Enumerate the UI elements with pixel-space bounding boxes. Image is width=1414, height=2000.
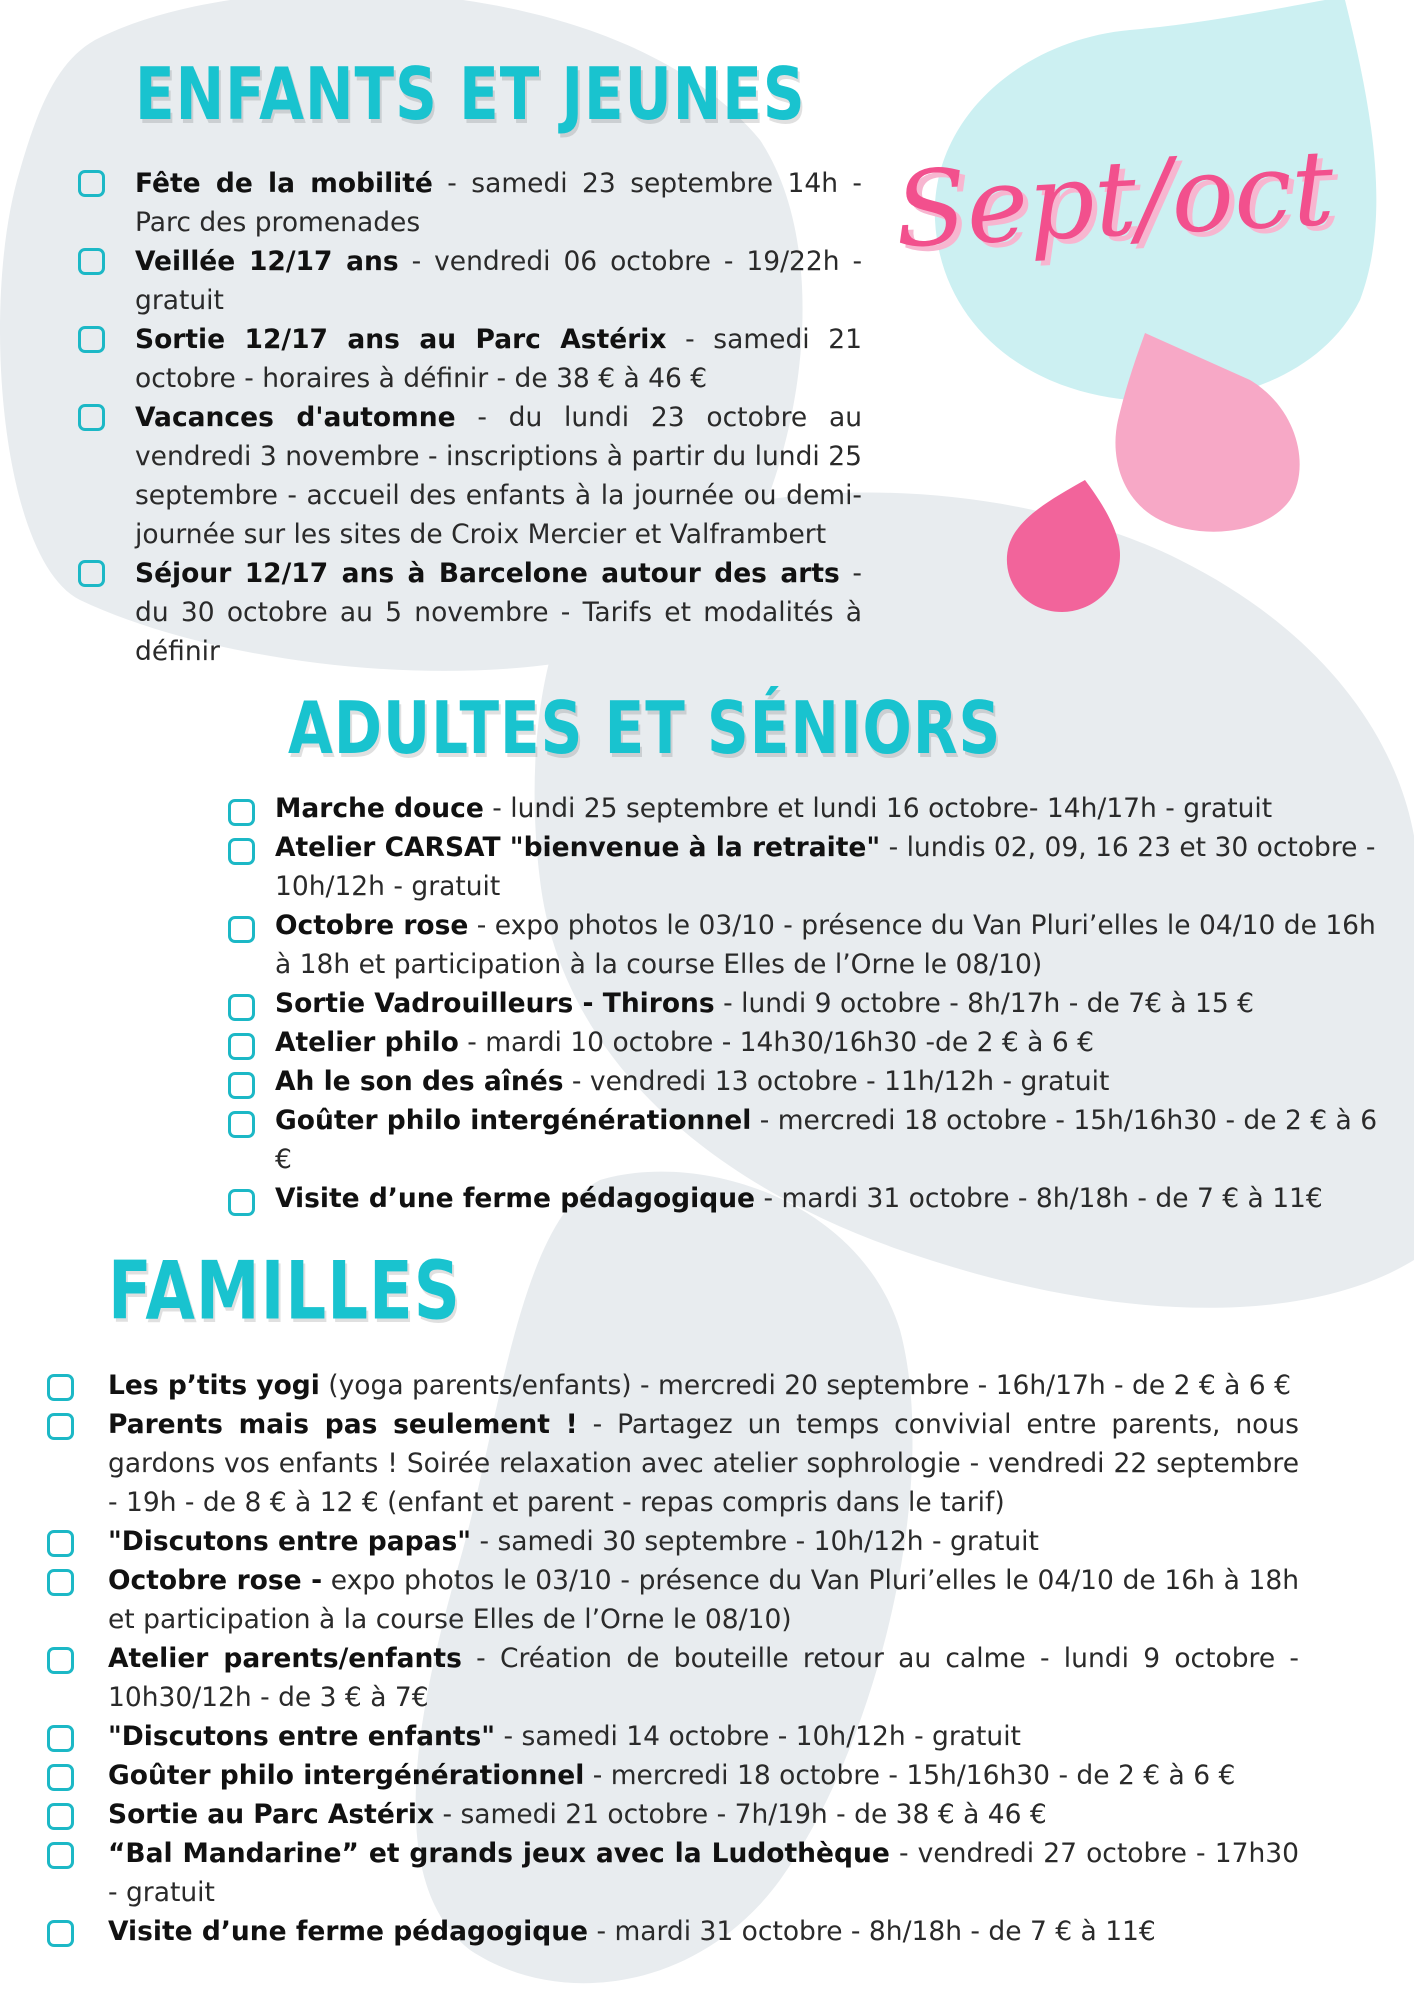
item-text: Veillée 12/17 ans - vendredi 06 octobre - 19/22h - gratuit [135,246,863,316]
item-text: Parents mais pas seulement ! - Partagez un temps convivial entre parents, nous gardons vos enfants ! Soirée relaxation avec atelier sophrologie - vendredi 22 septembre - 19h - de 8 € à 12 € (enfant et parent - repas compris dans le tarif) [108,1409,1299,1518]
checkbox[interactable] [47,1725,74,1752]
item-text: Visite d’une ferme pédagogique - mardi 31 octobre - 8h/18h - de 7 € à 11€ [275,1183,1323,1214]
list-item [47,1717,1299,1756]
heading-enfants-et-jeunes: ENFANTS ET JEUNES [135,51,806,137]
list-item [47,1756,1299,1795]
checkbox[interactable] [78,170,105,197]
checkbox[interactable] [47,1374,74,1401]
checkbox[interactable] [47,1764,74,1791]
section-familles [47,1366,1299,1951]
section-enfants-et-jeunes [78,164,862,671]
checkbox[interactable] [228,916,255,943]
checkbox[interactable] [47,1920,74,1947]
item-text: "Discutons entre enfants" - samedi 14 octobre - 10h/12h - gratuit [108,1721,1021,1752]
list-item [228,1101,1378,1179]
list-item [228,906,1378,984]
list-item [78,320,862,398]
item-text: Vacances d'automne - du lundi 23 octobre au vendredi 3 novembre - inscriptions à partir du lundi 25 septembre - accueil des enfants à la journée ou demi-journée sur les sites de Croix Mercier et Valframbert [135,402,863,550]
list-item [78,554,862,671]
list-item [78,164,862,242]
list-item [228,789,1378,828]
checkbox[interactable] [47,1803,74,1830]
list-item [228,984,1378,1023]
list-item [47,1912,1299,1951]
section-adultes-et-seniors [228,789,1378,1218]
list-item [47,1522,1299,1561]
item-text: “Bal Mandarine” et grands jeux avec la Ludothèque - vendredi 27 octobre - 17h30 - gratuit [108,1838,1299,1908]
pink-drop-small [1007,480,1120,612]
list-item [228,1179,1378,1218]
checkbox[interactable] [47,1413,74,1440]
item-text: Les p’tits yogi (yoga parents/enfants) - mercredi 20 septembre - 16h/17h - de 2 € à 6 € [108,1370,1291,1401]
item-text: Ah le son des aînés - vendredi 13 octobre - 11h/12h - gratuit [275,1066,1110,1097]
checkbox[interactable] [47,1569,74,1596]
item-text: Atelier philo - mardi 10 octobre - 14h30/16h30 -de 2 € à 6 € [275,1027,1094,1058]
checkbox[interactable] [78,404,105,431]
list-item [47,1639,1299,1717]
checkbox[interactable] [47,1842,74,1869]
item-text: Séjour 12/17 ans à Barcelone autour des arts - du 30 octobre au 5 novembre - Tarifs et modalités à définir [135,558,862,667]
checkbox[interactable] [228,1189,255,1216]
list-item [47,1795,1299,1834]
checkbox[interactable] [228,799,255,826]
checkbox[interactable] [228,994,255,1021]
list-item [47,1561,1299,1639]
checkbox[interactable] [78,560,105,587]
item-text: "Discutons entre papas" - samedi 30 septembre - 10h/12h - gratuit [108,1526,1039,1557]
item-text: Sortie au Parc Astérix - samedi 21 octobre - 7h/19h - de 38 € à 46 € [108,1799,1047,1830]
item-text: Atelier parents/enfants - Création de bouteille retour au calme - lundi 9 octobre - 10h30/12h - de 3 € à 7€ [108,1643,1299,1713]
checkbox[interactable] [78,248,105,275]
list-item [47,1366,1299,1405]
list-item [78,398,862,554]
list-item [47,1834,1299,1912]
checkbox[interactable] [228,1111,255,1138]
item-text: Sortie Vadrouilleurs - Thirons - lundi 9 octobre - 8h/17h - de 7€ à 15 € [275,988,1255,1019]
item-text: Atelier CARSAT "bienvenue à la retraite" - lundis 02, 09, 16 23 et 30 octobre - 10h/12h - gratuit [275,832,1376,902]
item-text: Octobre rose - expo photos le 03/10 - présence du Van Pluri’elles le 04/10 de 16h à 18h et participation à la course Elles de l’Orne le 08/10) [108,1565,1300,1635]
checkbox[interactable] [228,838,255,865]
item-text: Visite d’une ferme pédagogique - mardi 31 octobre - 8h/18h - de 7 € à 11€ [108,1916,1156,1947]
checkbox[interactable] [47,1647,74,1674]
list-item [78,242,862,320]
item-text: Goûter philo intergénérationnel - mercredi 18 octobre - 15h/16h30 - de 2 € à 6 € [108,1760,1236,1791]
checkbox[interactable] [228,1072,255,1099]
heading-adultes-et-seniors: ADULTES ET SÉNIORS [288,685,1002,771]
item-text: Octobre rose - expo photos le 03/10 - présence du Van Pluri’elles le 04/10 de 16h à 18h et participation à la course Elles de l’Orne le 08/10) [275,910,1376,980]
period-title: Sept/oct [892,126,1337,272]
list-item [228,1062,1378,1101]
list-item [228,828,1378,906]
item-text: Fête de la mobilité - samedi 23 septembre 14h - Parc des promenades [135,168,862,238]
list-item [47,1405,1299,1522]
list-item [228,1023,1378,1062]
item-text: Sortie 12/17 ans au Parc Astérix - samedi 21 octobre - horaires à définir - de 38 € à 46 € [135,324,862,394]
checkbox[interactable] [47,1530,74,1557]
item-text: Marche douce - lundi 25 septembre et lundi 16 octobre- 14h/17h - gratuit [275,793,1273,824]
item-text: Goûter philo intergénérationnel - mercredi 18 octobre - 15h/16h30 - de 2 € à 6 € [275,1105,1378,1175]
heading-familles: FAMILLES [108,1245,461,1339]
checkbox[interactable] [228,1033,255,1060]
checkbox[interactable] [78,326,105,353]
